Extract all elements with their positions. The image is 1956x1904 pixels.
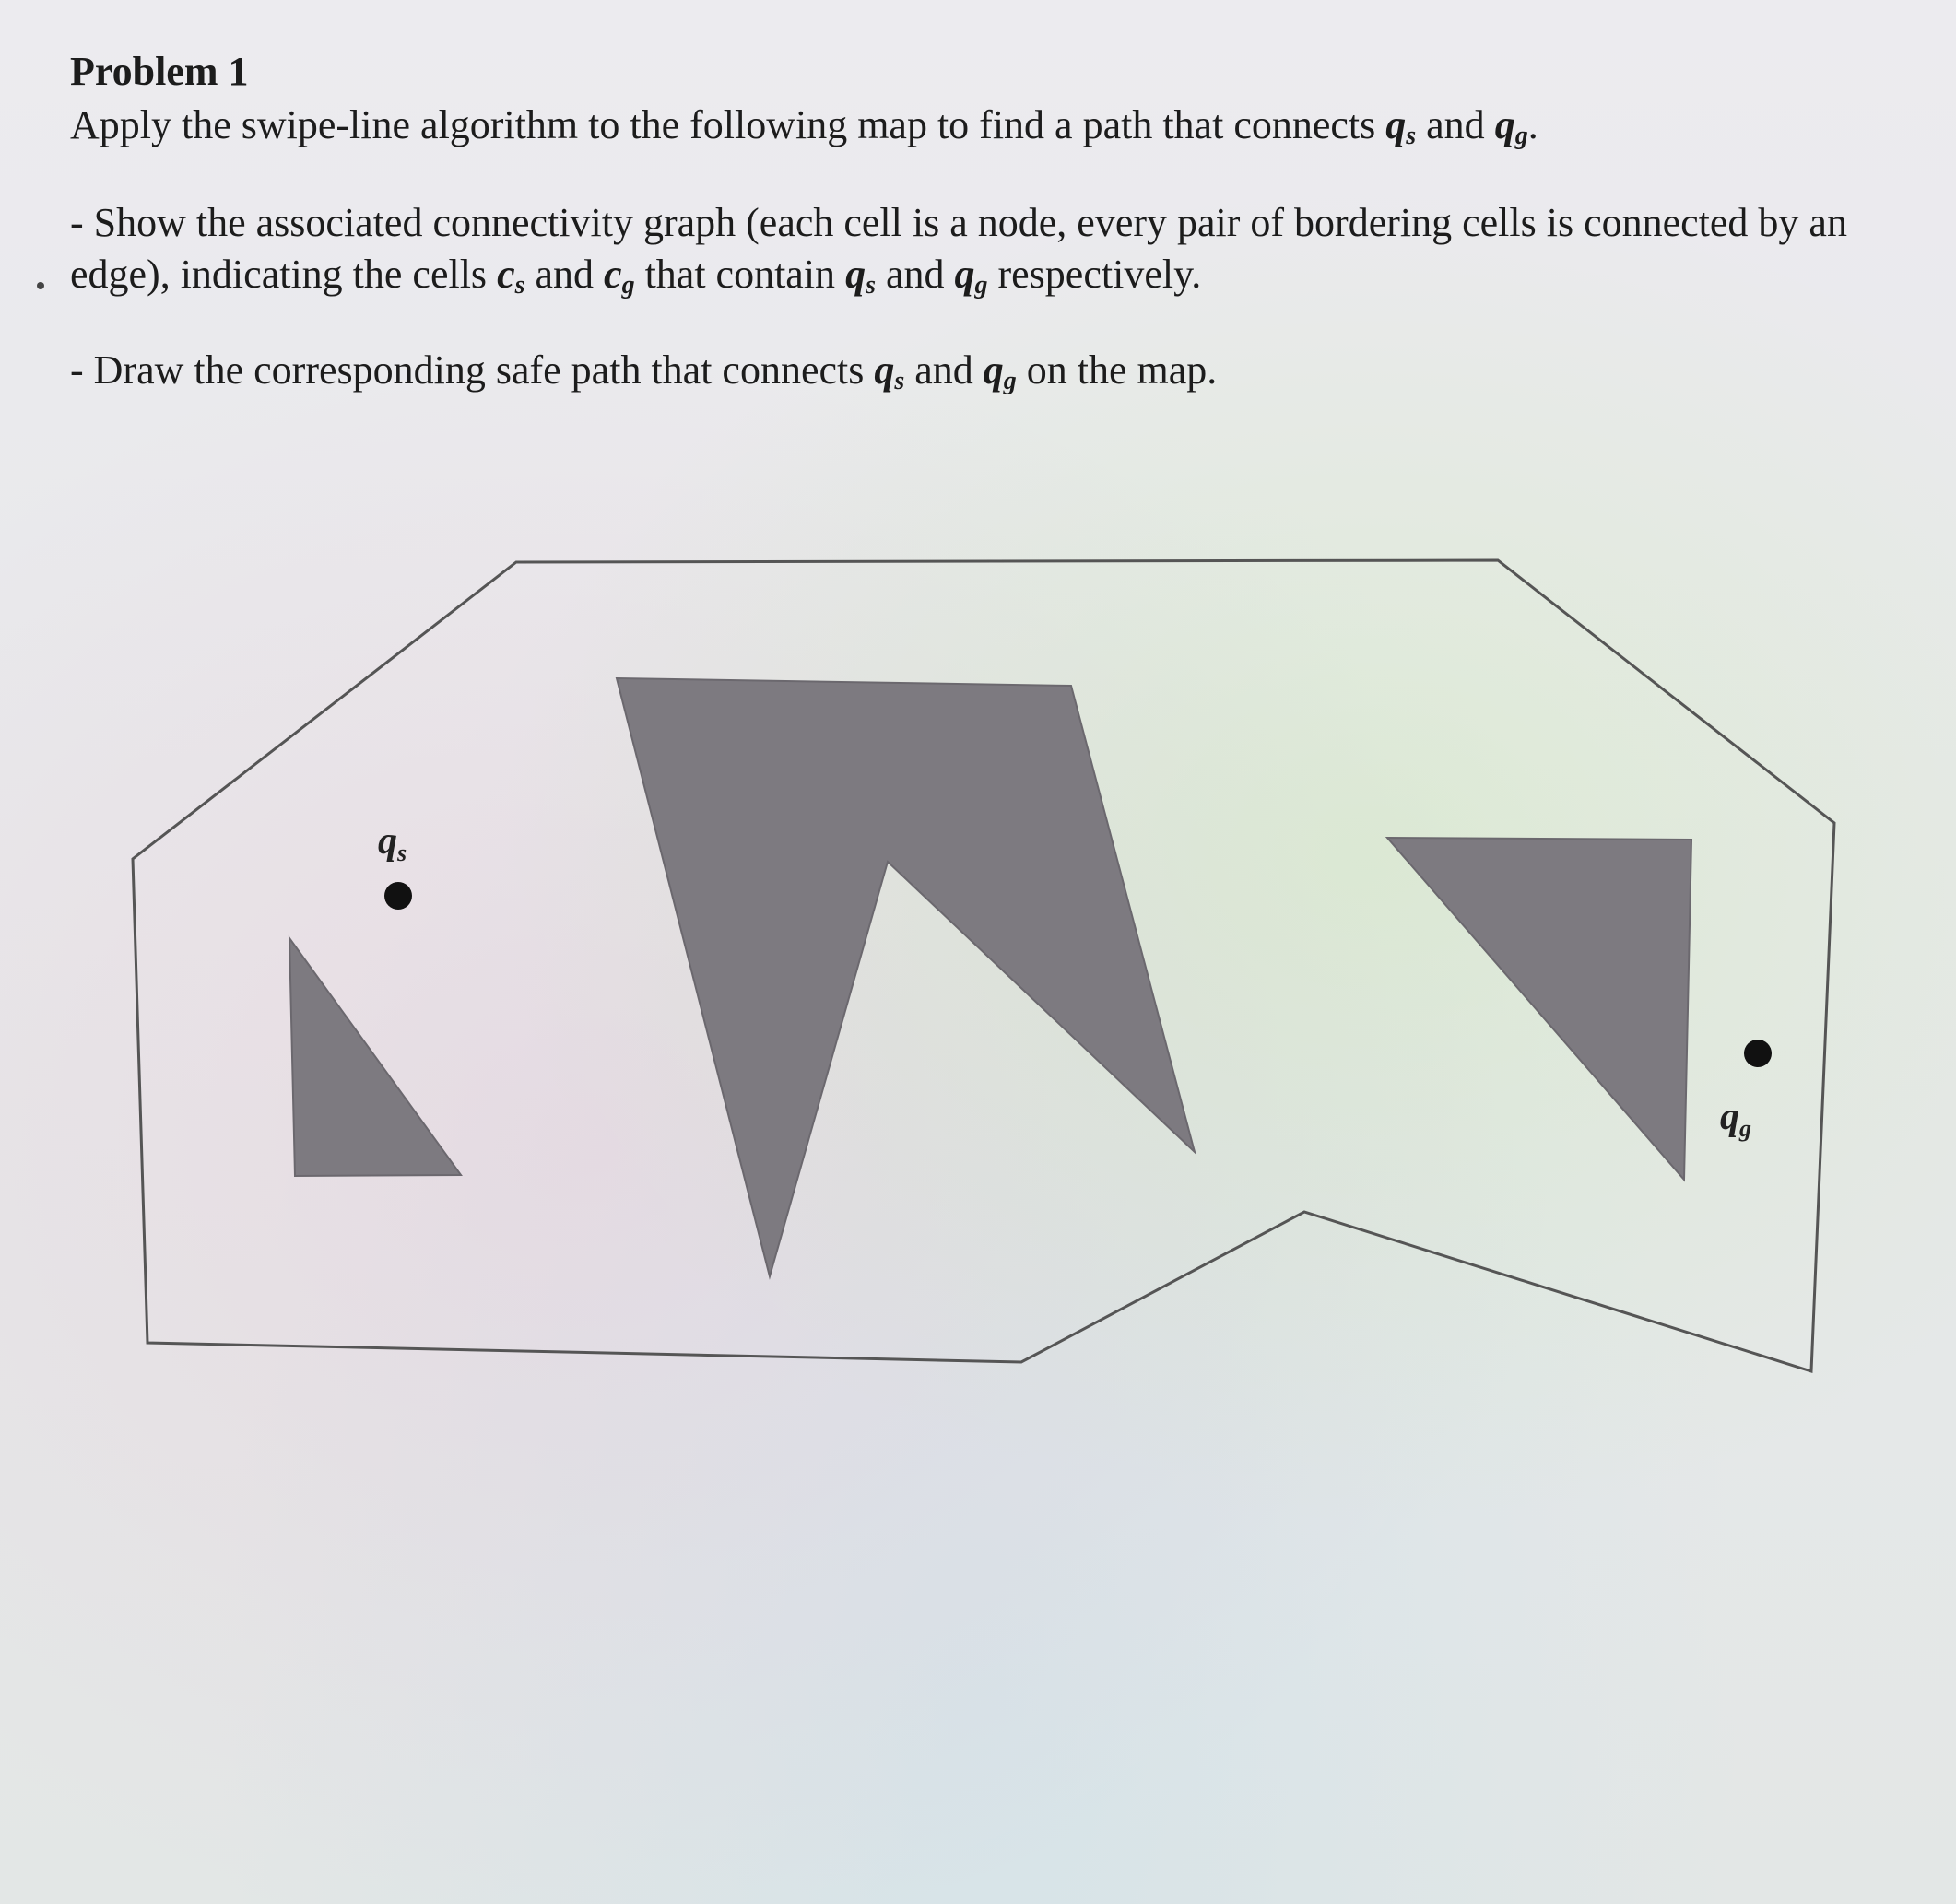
symbol-qg: $q_g$ bbox=[983, 347, 1017, 395]
symbol-qs: $q_s$ bbox=[1385, 102, 1417, 150]
obstacle-central-polygon bbox=[617, 678, 1195, 1276]
start-point bbox=[384, 882, 412, 910]
symbol-qs: $q_s$ bbox=[874, 347, 905, 395]
bullet1-contain: that contain bbox=[644, 252, 836, 297]
intro-text: Apply the swipe-line algorithm to the following map to find a path that connects bbox=[70, 102, 1376, 147]
intro-and: and bbox=[1426, 102, 1485, 147]
goal-label: qg bbox=[1720, 1096, 1751, 1142]
bullet1-text: - Show the associated connectivity graph (each cell is a node, every pair of bordering cells is connected by an edge), indicating the cells bbox=[70, 200, 1847, 297]
goal-point bbox=[1744, 1040, 1772, 1067]
bullet1-and: and bbox=[535, 252, 595, 297]
obstacle-left-triangle bbox=[289, 938, 461, 1176]
symbol-cg: $c_g$ bbox=[604, 252, 635, 300]
bullet2-and: and bbox=[914, 347, 973, 393]
problem-intro: Apply the swipe-line algorithm to the following map to find a path that connects $q_s$ and $q_g$. bbox=[70, 102, 1538, 150]
obstacle-right-triangle bbox=[1387, 838, 1691, 1180]
bullet2-end: on the map. bbox=[1026, 347, 1218, 393]
bullet2-text: - Draw the corresponding safe path that connects bbox=[70, 347, 865, 393]
bullet1-end: respectively. bbox=[997, 252, 1202, 297]
bullet1-and2: and bbox=[885, 252, 945, 297]
symbol-qg: $q_g$ bbox=[954, 252, 988, 300]
problem-title: Problem 1 bbox=[70, 49, 249, 94]
symbol-cs: $c_s$ bbox=[497, 252, 525, 300]
symbol-qg: $q_g$ bbox=[1494, 102, 1528, 150]
symbol-qs: $q_s$ bbox=[845, 252, 876, 300]
start-label: qs bbox=[378, 820, 407, 866]
